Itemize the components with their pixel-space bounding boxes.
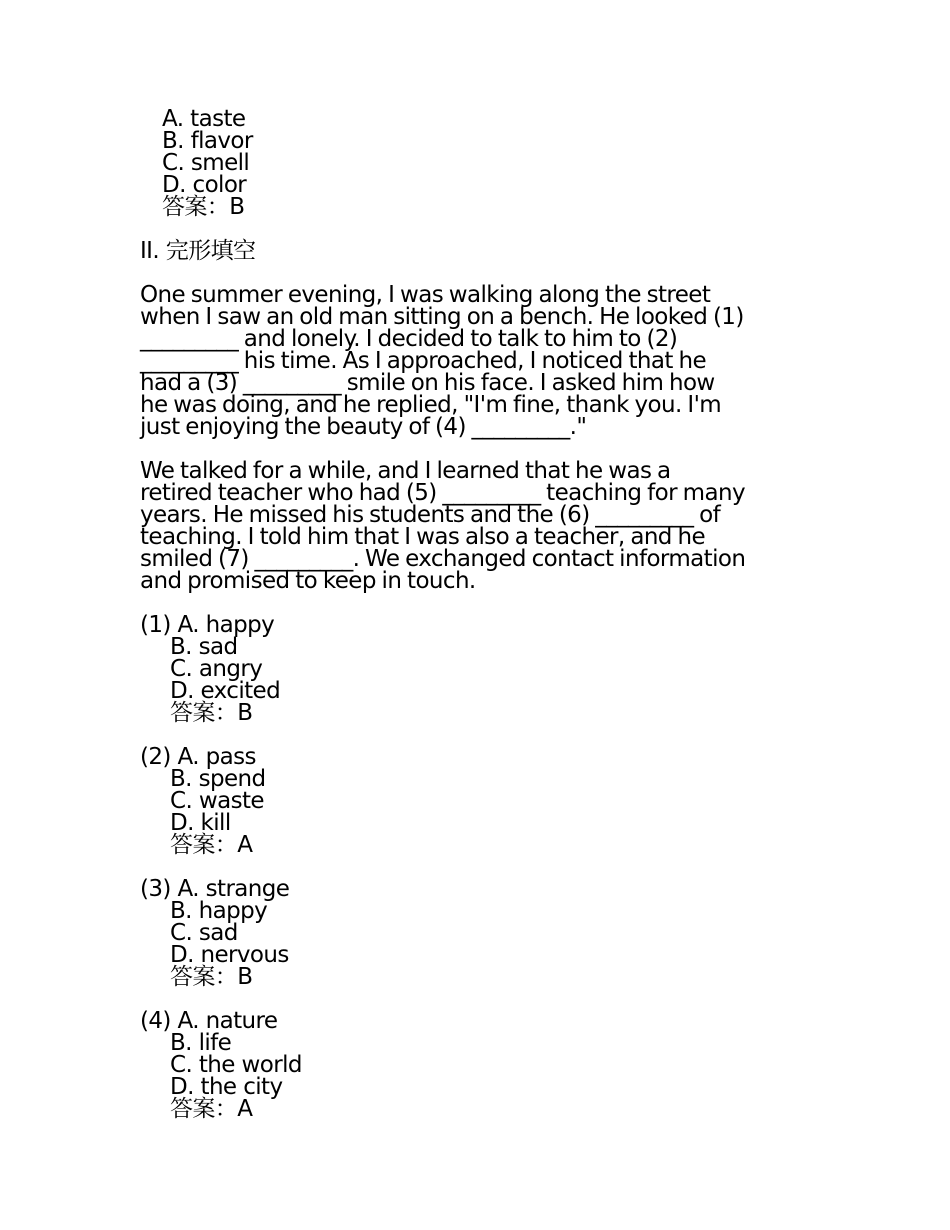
option-d: D. nervous (170, 942, 289, 968)
paragraph-line: he was doing, and he replied, "I'm fine, thank you. I'm (140, 392, 722, 418)
question-2 (140, 746, 820, 856)
option-d: D. excited (170, 678, 281, 704)
passage-paragraph-1 (140, 284, 820, 438)
option-d: D. the city (170, 1074, 283, 1100)
paragraph-line: teaching. I told him that I was also a teacher, and he (140, 524, 706, 550)
option-c: C. angry (170, 656, 263, 682)
question-first-option: (2) A. pass (140, 744, 256, 770)
question-3 (140, 878, 820, 988)
option-d: D. kill (170, 810, 231, 836)
option-d: D. color (162, 172, 247, 198)
paragraph-line: when I saw an old man sitting on a bench. He looked (1) (140, 304, 744, 330)
option-c: C. the world (170, 1052, 302, 1078)
paragraph-line: _________ his time. As I approached, I noticed that he (140, 348, 706, 374)
option-b: B. happy (170, 898, 268, 924)
option-b: B. sad (170, 634, 238, 660)
question-4 (140, 1010, 820, 1120)
question-first-option: (3) A. strange (140, 876, 290, 902)
top-question-options (140, 108, 820, 218)
option-a: A. taste (162, 106, 246, 132)
option-c: C. waste (170, 788, 264, 814)
option-c: C. smell (162, 150, 250, 176)
section-title: II. 完形填空 (140, 238, 256, 264)
option-b: B. life (170, 1030, 232, 1056)
paragraph-line: had a (3) _________ smile on his face. I asked him how (140, 370, 715, 396)
passage-paragraph-2 (140, 460, 820, 592)
question-1 (140, 614, 820, 724)
paragraph-line: We talked for a while, and I learned that he was a (140, 458, 671, 484)
paragraph-line: years. He missed his students and the (6) _________ of (140, 502, 721, 528)
paragraph-line: _________ and lonely. I decided to talk to him to (2) (140, 326, 678, 352)
paragraph-line: One summer evening, I was walking along the street (140, 282, 711, 308)
answer-line: 答案：A (170, 1096, 253, 1122)
answer-line: 答案：B (170, 964, 253, 990)
question-first-option: (1) A. happy (140, 612, 275, 638)
answer-line: 答案：A (170, 832, 253, 858)
answer-line: 答案：B (170, 700, 253, 726)
question-first-option: (4) A. nature (140, 1008, 278, 1034)
option-b: B. flavor (162, 128, 253, 154)
paragraph-line: retired teacher who had (5) _________ teaching for many (140, 480, 745, 506)
option-b: B. spend (170, 766, 266, 792)
document-page (140, 108, 820, 1120)
paragraph-line: just enjoying the beauty of (4) _________." (140, 414, 587, 440)
option-c: C. sad (170, 920, 238, 946)
paragraph-line: smiled (7) _________. We exchanged contact information (140, 546, 746, 572)
answer-line: 答案：B (162, 194, 245, 220)
paragraph-line: and promised to keep in touch. (140, 568, 476, 594)
